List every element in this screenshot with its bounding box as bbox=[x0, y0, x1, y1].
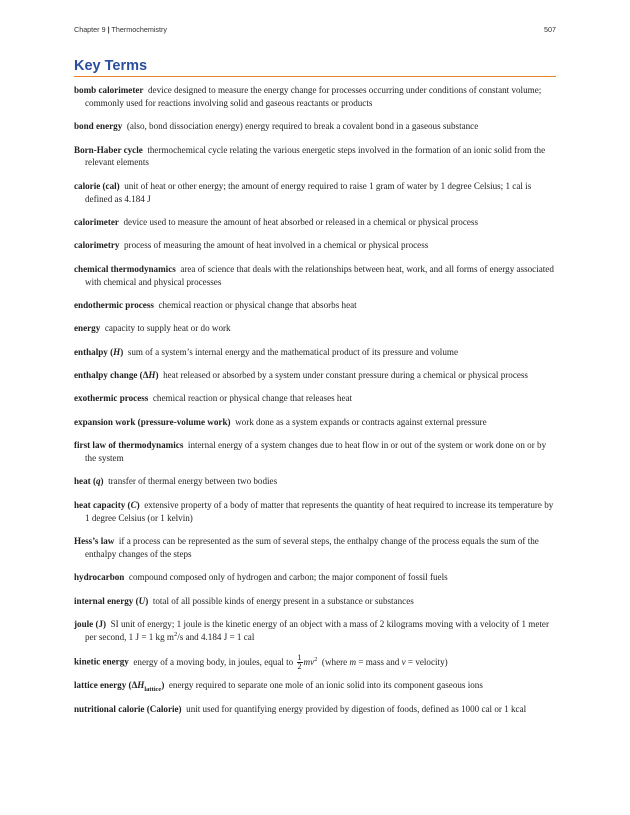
definition-text: (where bbox=[321, 656, 348, 667]
term-entry bbox=[74, 618, 556, 644]
definition-text: = velocity) bbox=[407, 656, 448, 667]
term-definition: unit of heat or other energy; the amount of energy required to raise 1 gram of water by 1 degree Celsius; 1 cal is defined as 4.184 J bbox=[85, 180, 532, 204]
term-name-text: ) bbox=[145, 595, 149, 606]
term-definition: internal energy of a system changes due to heat flow in or out of the system or work done on or by the system bbox=[85, 440, 547, 464]
fraction-numerator: 1 bbox=[297, 653, 302, 663]
term-entry bbox=[74, 703, 556, 716]
section-title: Key Terms bbox=[74, 58, 556, 77]
chapter-label: Chapter 9 bbox=[74, 25, 106, 34]
term-name bbox=[74, 476, 104, 486]
term-entry bbox=[74, 120, 556, 133]
term-definition: chemical reaction or physical change that releases heat bbox=[152, 393, 353, 404]
term-name bbox=[74, 370, 159, 380]
term-definition: device designed to measure the energy change for processes occurring under conditions of constant volume; commonly used for reactions involving solid and gaseous reactants or products bbox=[85, 85, 542, 108]
term-definition: capacity to supply heat or do work bbox=[104, 323, 231, 334]
term-entry bbox=[74, 239, 556, 252]
term-definition: work done as a system expands or contracts against external pressure bbox=[235, 416, 487, 427]
term-name-text: ) bbox=[155, 370, 159, 381]
term-symbol: H bbox=[148, 370, 156, 381]
term-name: chemical thermodynamics bbox=[74, 263, 176, 274]
term-entry bbox=[74, 144, 556, 170]
term-entry bbox=[74, 595, 556, 608]
term-name: energy bbox=[74, 323, 101, 334]
term-symbol: C bbox=[130, 499, 137, 510]
term-definition: heat released or absorbed by a system under constant pressure during a chemical or physical process bbox=[163, 370, 528, 381]
term-name-text: ) bbox=[120, 346, 124, 357]
term-definition: process of measuring the amount of heat involved in a chemical or physical process bbox=[124, 240, 429, 251]
variable: m bbox=[349, 656, 357, 667]
term-name-text: ) bbox=[161, 680, 165, 691]
term-entry bbox=[74, 180, 556, 206]
term-name: bond energy bbox=[74, 121, 123, 132]
term-definition: transfer of thermal energy between two bodies bbox=[108, 476, 278, 487]
definition-text: SI unit of energy; 1 joule is the kinetic energy of an object with a mass of 2 kilograms moving with a velocity of 1 meter per second, 1 J = 1 kg m bbox=[85, 619, 549, 642]
exponent: 2 bbox=[173, 630, 178, 638]
term-name: calorimetry bbox=[74, 240, 120, 251]
term-name: Born-Haber cycle bbox=[74, 144, 143, 155]
term-name-text: ) bbox=[136, 499, 140, 510]
page-header bbox=[74, 25, 556, 34]
term-entry bbox=[74, 571, 556, 584]
formula: mv bbox=[303, 656, 315, 667]
term-definition: thermochemical cycle relating the various energetic steps involved in the formation of an ionic solid from the relevant elements bbox=[85, 144, 546, 168]
term-entry bbox=[74, 322, 556, 335]
term-definition: compound composed only of hydrogen and carbon; the major component of fossil fuels bbox=[128, 572, 448, 583]
term-definition: unit used for quantifying energy provided by digestion of foods, defined as 1000 cal or 1 kcal bbox=[186, 703, 527, 714]
term-name: exothermic process bbox=[74, 393, 149, 404]
definition-text: = mass and bbox=[358, 656, 400, 667]
term-entry bbox=[74, 499, 556, 525]
term-entry bbox=[74, 216, 556, 229]
term-name: Hess’s law bbox=[74, 536, 115, 547]
term-entry bbox=[74, 439, 556, 465]
term-symbol: H bbox=[137, 680, 145, 691]
term-name-text: heat ( bbox=[74, 476, 96, 487]
term-name-text: heat capacity ( bbox=[74, 499, 131, 510]
term-name: bomb calorimeter bbox=[74, 85, 144, 95]
term-name-text: enthalpy ( bbox=[74, 346, 114, 357]
term-name-text: lattice energy (Δ bbox=[74, 680, 138, 691]
term-entry bbox=[74, 475, 556, 488]
term-name: nutritional calorie (Calorie) bbox=[74, 703, 182, 714]
term-symbol: H bbox=[113, 346, 121, 357]
definition-text: /s and 4.184 J = 1 cal bbox=[177, 631, 255, 642]
term-definition: area of science that deals with the relationships between heat, work, and all forms of energy associated with chemical and physical processes bbox=[85, 263, 554, 287]
term-name: calorimeter bbox=[74, 216, 119, 227]
term-name: joule (J) bbox=[74, 619, 107, 629]
term-definition: if a process can be represented as the sum of several steps, the enthalpy change of the process equals the sum of the enthalpy changes of the steps bbox=[85, 536, 539, 559]
term-name: calorie (cal) bbox=[74, 180, 120, 191]
term-definition: (also, bond dissociation energy) energy required to break a covalent bond in a gaseous substance bbox=[126, 121, 479, 132]
term-name: endothermic process bbox=[74, 299, 154, 310]
term-definition: device used to measure the amount of heat absorbed or released in a chemical or physical process bbox=[123, 216, 479, 227]
exponent: 2 bbox=[314, 655, 318, 663]
term-definition: total of all possible kinds of energy present in a substance or substances bbox=[152, 595, 414, 606]
term-name-text: internal energy ( bbox=[74, 595, 139, 606]
term-name bbox=[74, 347, 123, 357]
term-definition: chemical reaction or physical change that absorbs heat bbox=[158, 299, 357, 310]
term-subscript: lattice bbox=[144, 686, 162, 693]
definition-text: energy of a moving body, in joules, equal to bbox=[133, 656, 294, 667]
term-entry bbox=[74, 679, 556, 692]
term-name-text: ) bbox=[100, 476, 104, 487]
variable: v bbox=[401, 656, 406, 667]
term-name bbox=[74, 500, 140, 510]
term-entry bbox=[74, 535, 556, 561]
term-entry bbox=[74, 263, 556, 289]
term-definition bbox=[85, 619, 549, 642]
key-terms-list bbox=[74, 84, 556, 715]
term-entry bbox=[74, 392, 556, 405]
term-definition: energy required to separate one mole of an ionic solid into its component gaseous ions bbox=[168, 680, 483, 691]
term-entry bbox=[74, 369, 556, 382]
term-entry bbox=[74, 416, 556, 429]
term-name: first law of thermodynamics bbox=[74, 440, 184, 451]
section-label: Thermochemistry bbox=[111, 25, 167, 34]
fraction-denominator: 2 bbox=[297, 662, 302, 672]
page-number: 507 bbox=[544, 25, 556, 34]
term-definition: extensive property of a body of matter that represents the quantity of heat required to increase its temperature by 1 degree Celsius (or 1 kelvin) bbox=[85, 499, 554, 523]
term-symbol: q bbox=[95, 476, 101, 487]
term-name: kinetic energy bbox=[74, 656, 129, 667]
term-name bbox=[74, 680, 165, 693]
term-entry bbox=[74, 299, 556, 312]
header-separator: | bbox=[107, 25, 110, 34]
fraction bbox=[297, 654, 303, 671]
term-symbol: U bbox=[138, 595, 146, 606]
term-name: expansion work (pressure-volume work) bbox=[74, 416, 231, 427]
term-definition: sum of a system’s internal energy and the mathematical product of its pressure and volume bbox=[127, 346, 458, 357]
term-entry bbox=[74, 346, 556, 359]
term-name-text: enthalpy change (Δ bbox=[74, 370, 149, 381]
term-entry bbox=[74, 84, 556, 110]
term-entry bbox=[74, 654, 556, 671]
term-name bbox=[74, 596, 148, 606]
term-name: hydrocarbon bbox=[74, 572, 125, 583]
term-definition bbox=[133, 653, 448, 672]
running-head bbox=[74, 25, 167, 34]
